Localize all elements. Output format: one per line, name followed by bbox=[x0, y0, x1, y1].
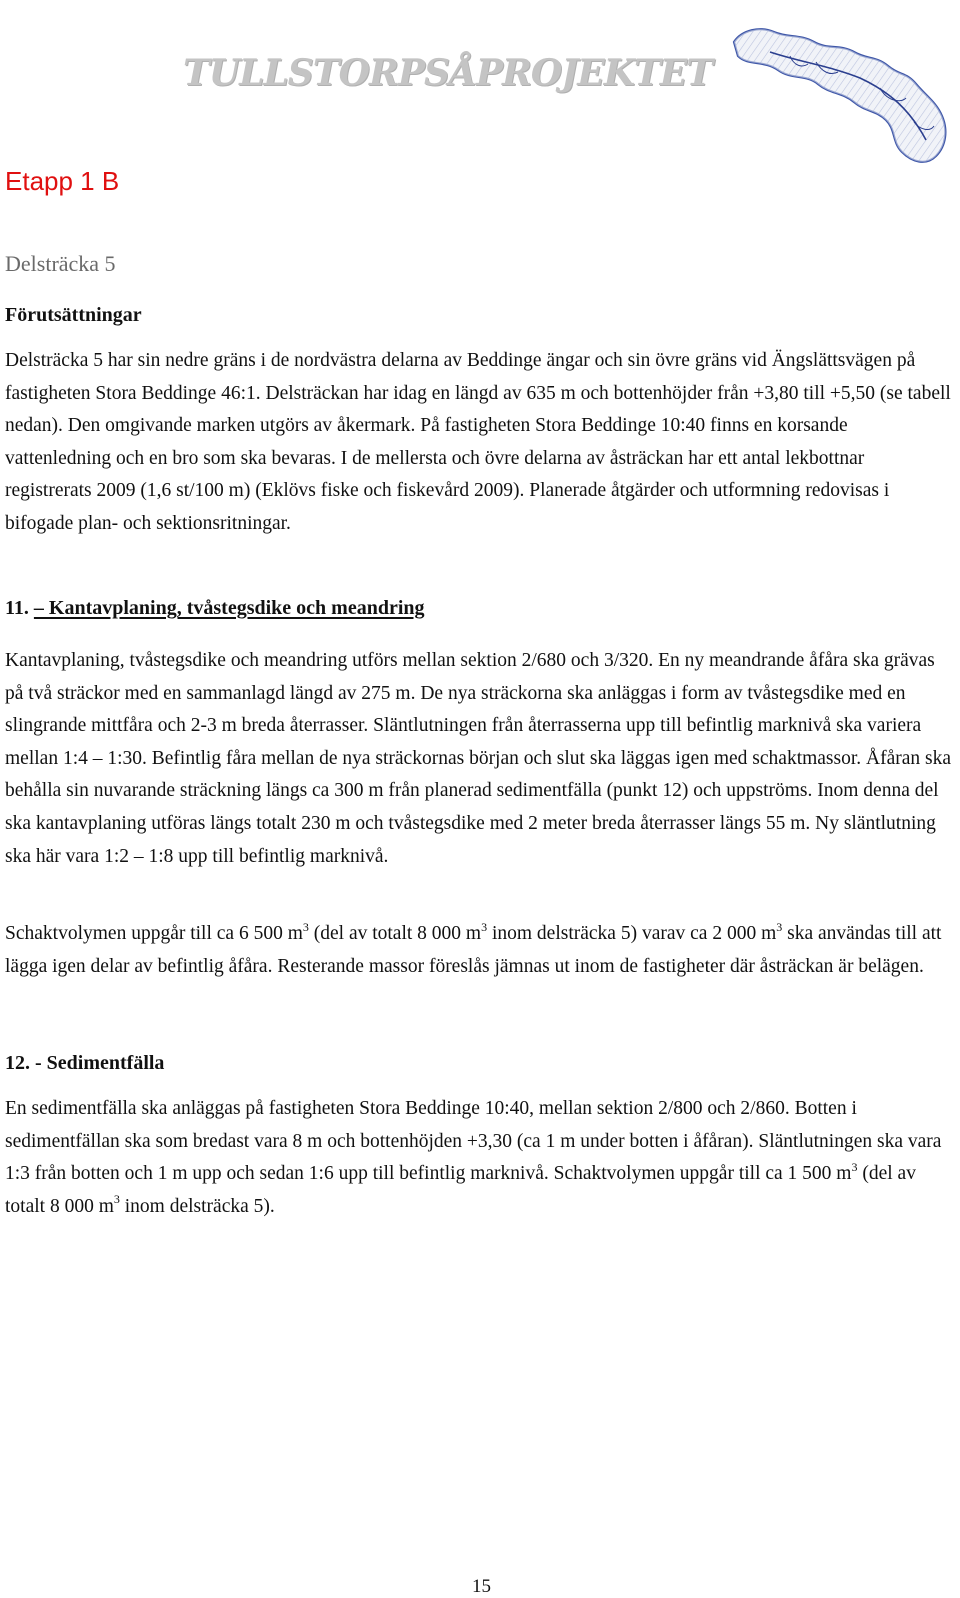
volume-text: Schaktvolymen uppgår till ca 1 500 m bbox=[553, 1163, 852, 1185]
volume-text: (del av totalt 8 000 m bbox=[308, 923, 482, 944]
item-11-number: 11. bbox=[5, 597, 29, 619]
etapp-heading: Etapp 1 B bbox=[5, 166, 120, 196]
forutsattningar-paragraph: Delsträcka 5 har sin nedre gräns i de nordvästra delarna av Beddinge ängar och sin övre gräns vid Ängslättsvägen på fastigheten Stora Beddinge 46:1. Delsträckan har idag en längd av 635 m och bottenhöjder från +3,80 till +5,50 (se tabell nedan). Den omgivande marken utgörs av åkermark. På fastigheten Stora Beddinge 10:40 finns en korsande vattenledning och en bro som ska bevaras. I de mellersta och övre delarna av åsträckan har ett antal lekbottnar registrerats 2009 (1,6 st/100 m) (Eklövs fiske och fiskevård 2009). Planerade åtgärder och utformning redovisas i bifogade plan- och sektionsritningar. bbox=[5, 350, 951, 534]
volume-text: ska användas till att lägga igen delar av befintlig åfåra. Resterande massor föreslås jämnas ut inom de fastigheter där åsträckan är belägen. bbox=[5, 923, 942, 977]
forutsattningar-heading: Förutsättningar bbox=[5, 304, 142, 326]
item-12-heading: 12. - Sedimentfälla bbox=[5, 1052, 165, 1074]
delstracka-heading: Delsträcka 5 bbox=[5, 251, 116, 276]
item-11-title: – Kantavplaning, tvåstegsdike och meandring bbox=[33, 597, 425, 619]
page-number: 15 bbox=[472, 1576, 491, 1597]
superscript: 3 bbox=[851, 1159, 858, 1174]
volume-text: Schaktvolymen uppgår till ca 6 500 m bbox=[5, 923, 303, 944]
superscript: 3 bbox=[776, 919, 783, 934]
volume-text: (del av totalt 8 000 m bbox=[5, 1163, 916, 1217]
superscript: 3 bbox=[113, 1192, 120, 1207]
item-11-heading bbox=[5, 597, 425, 620]
item-12-paragraph bbox=[5, 1093, 955, 1223]
project-title: TULLSTORPSÅPROJEKTET bbox=[183, 52, 712, 94]
volume-text: inom delsträcka 5). bbox=[119, 1195, 275, 1217]
superscript: 3 bbox=[302, 919, 309, 934]
item-11-volume-paragraph bbox=[5, 918, 955, 983]
river-basin-map-icon bbox=[730, 22, 958, 172]
superscript: 3 bbox=[481, 919, 488, 934]
item-12-text: En sedimentfälla ska anläggas på fastigheten Stora Beddinge 10:40, mellan sektion 2/800 och 2/860. Botten i sedimentfällan ska som bredast vara 8 m och bottenhöjden +3,30 (ca 1 m under botten i åfåran). Släntlutningen ska vara 1:3 från botten och 1 m upp och sedan 1:6 upp till befintlig marknivå. bbox=[5, 1098, 942, 1185]
item-11-paragraph: Kantavplaning, tvåstegsdike och meandring utförs mellan sektion 2/680 och 3/320. En ny meandrande åfåra ska grävas på två sträckor med en sammanlagd längd av 275 m. De nya sträckorna ska anläggas i form av tvåstegsdike med en slingrande mittfåra och 2-3 m breda återrasser. Släntlutningen från återrasserna upp till befintlig marknivå ska variera mellan 1:4 – 1:30. Befintlig fåra mellan de nya sträckornas början och slut ska läggas igen med schaktmassor. Åfåran ska behålla sin nuvarande sträckning längs ca 300 m från planerad sedimentfälla (punkt 12) och uppströms. Inom denna del ska kantavplaning utföras längs totalt 230 m och tvåstegsdike med 2 meter breda återrasser längs 55 m. Ny släntlutning ska här vara 1:2 – 1:8 upp till befintlig marknivå. bbox=[5, 650, 952, 867]
volume-text: inom delsträcka 5) varav ca 2 000 m bbox=[487, 923, 777, 944]
